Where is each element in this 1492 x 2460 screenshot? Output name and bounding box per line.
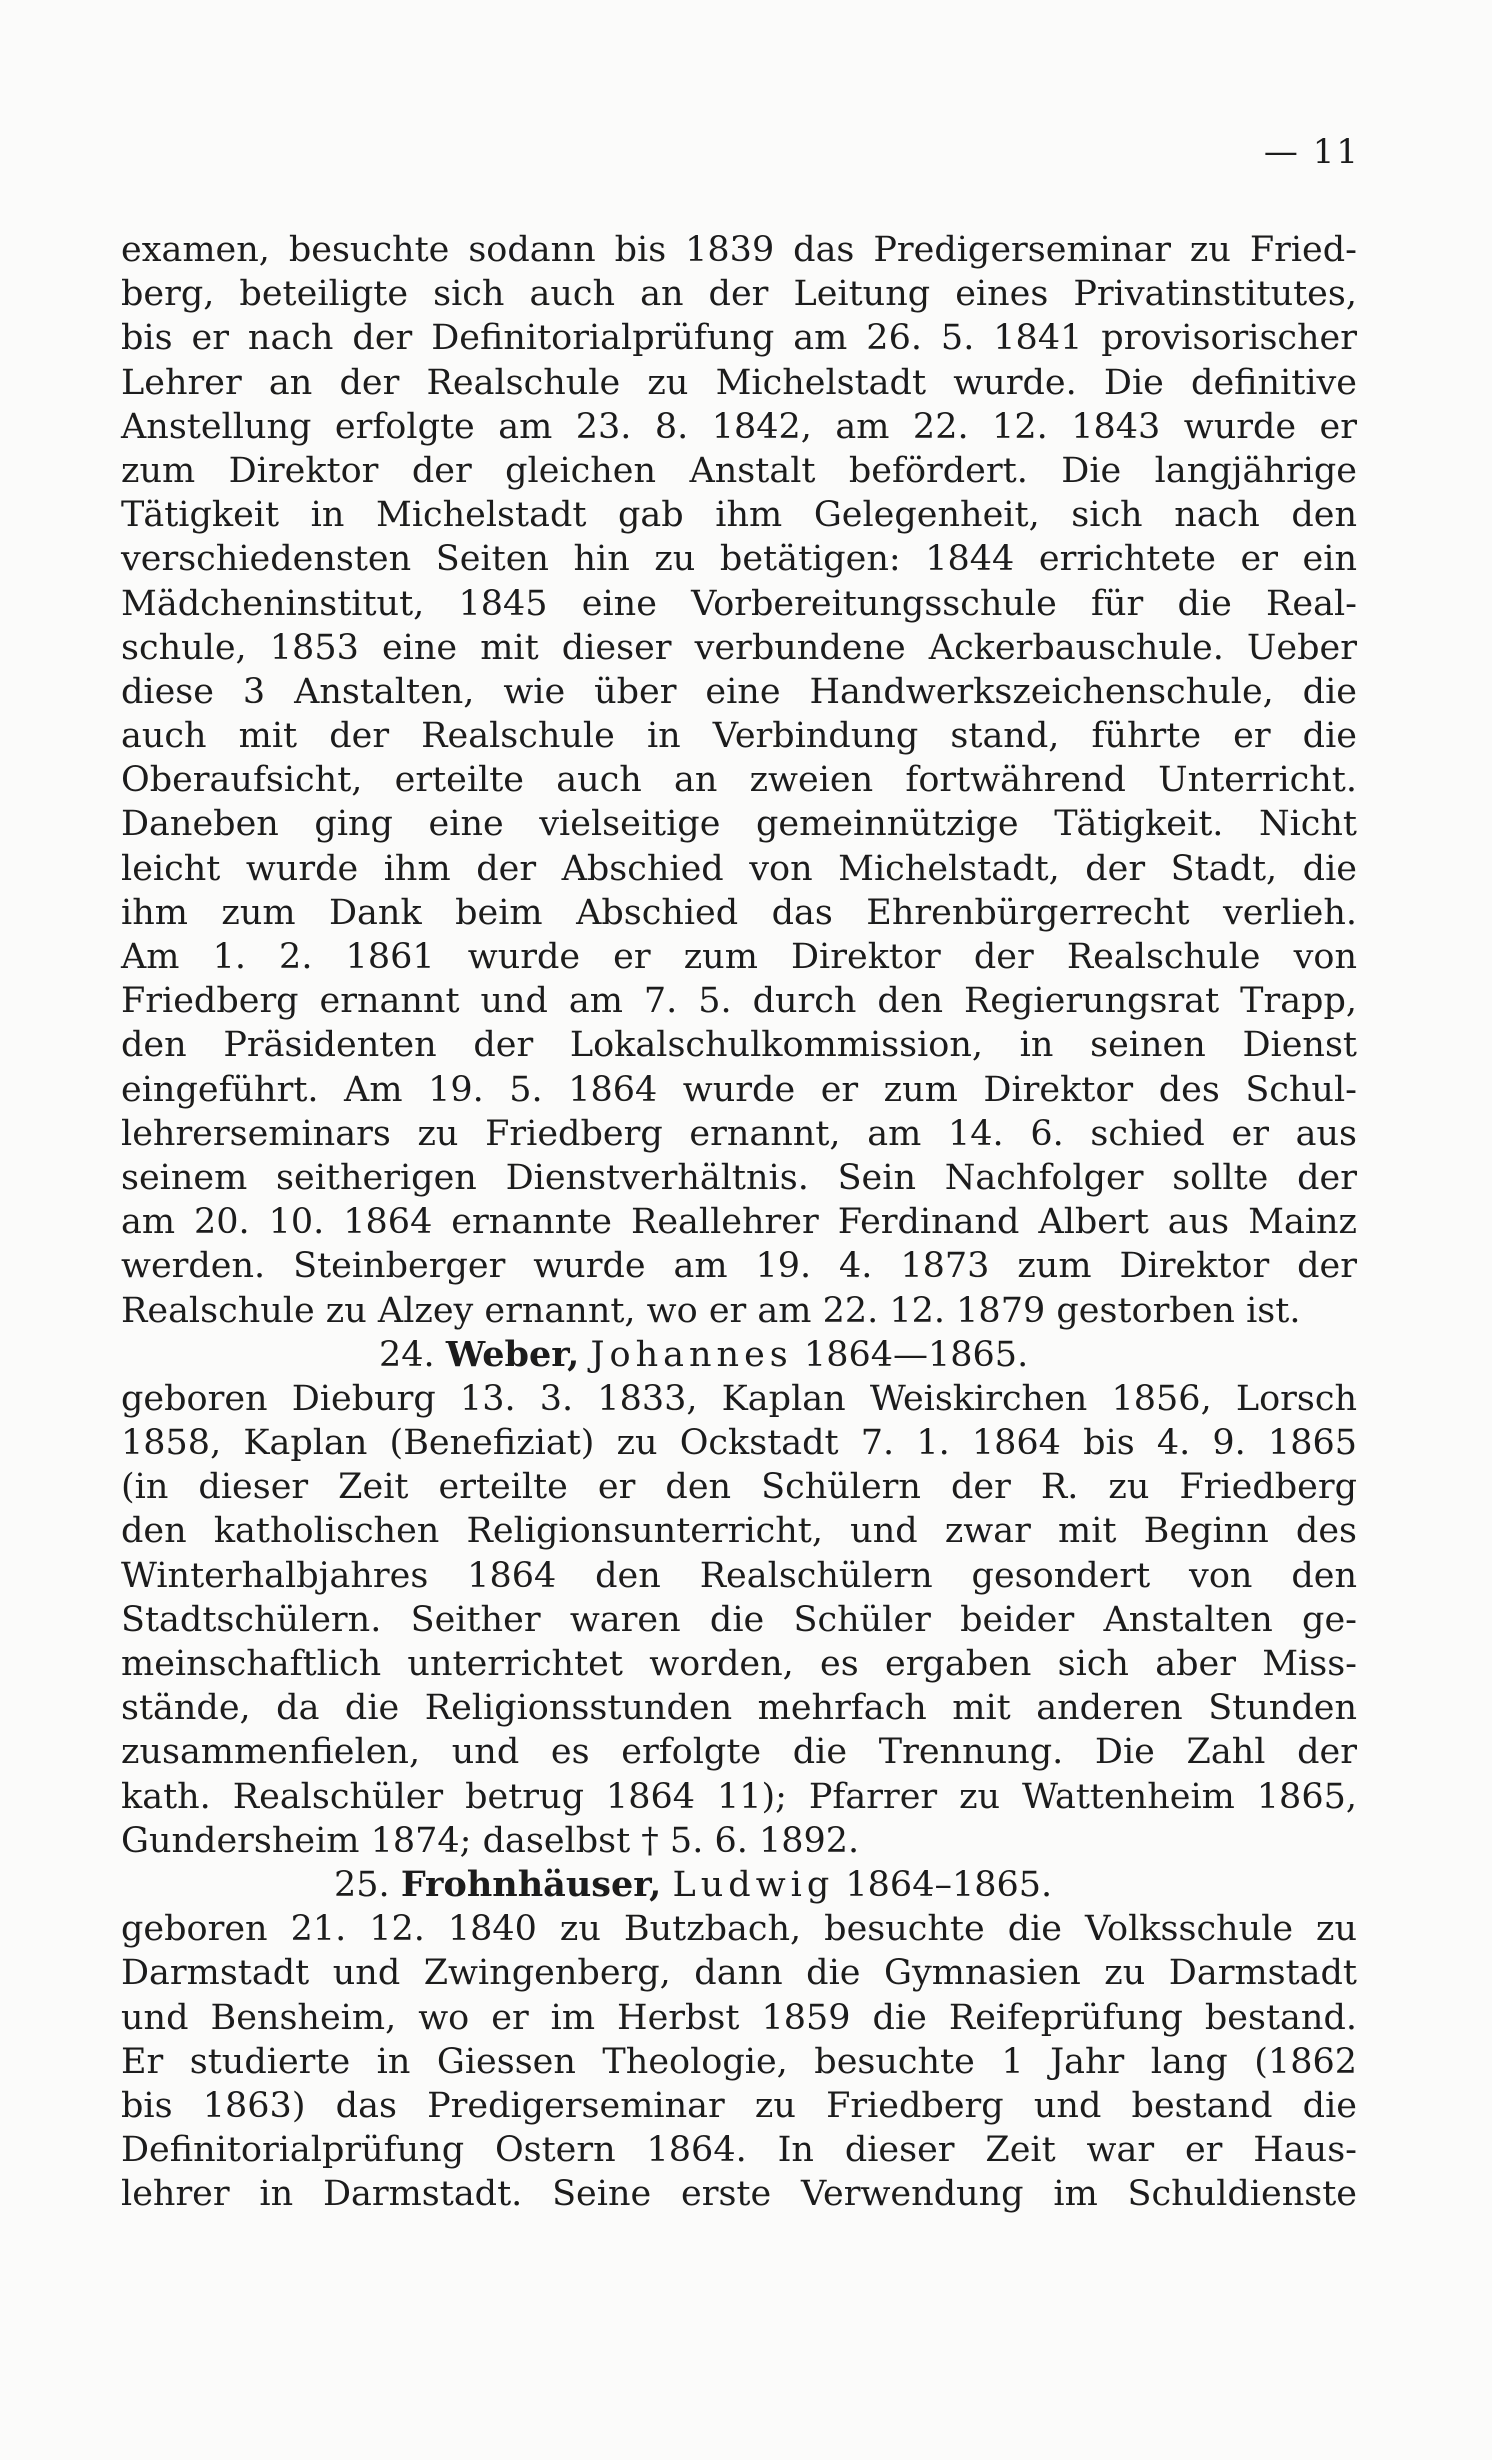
text-line: Oberaufsicht, erteilte auch an zweien fortwährend Unterricht. <box>121 760 1357 801</box>
text-line: bis er nach der Definitorialprüfung am 26. 5. 1841 provisorischer <box>121 318 1357 359</box>
text-line: (in dieser Zeit erteilte er den Schülern der R. zu Friedberg <box>121 1467 1357 1508</box>
entry-heading-25 <box>121 1863 1357 1907</box>
entry-given-name: Ludwig <box>672 1864 835 1905</box>
text-line: Definitorialprüfung Ostern 1864. In dieser Zeit war er Haus- <box>121 2130 1357 2171</box>
text-line: meinschaftlich unterrichtet worden, es ergaben sich aber Miss- <box>121 1644 1357 1684</box>
entry-number: 25. <box>334 1864 390 1905</box>
text-line: kath. Realschüler betrug 1864 11); Pfarrer zu Wattenheim 1865, <box>121 1776 1357 1817</box>
text-line: Friedberg ernannt und am 7. 5. durch den Regierungsrat Trapp, <box>121 981 1357 1022</box>
text-line: seinem seitherigen Dienstverhältnis. Sein Nachfolger sollte der <box>121 1157 1357 1198</box>
body-text <box>121 228 1357 2216</box>
text-line: Gundersheim 1874; daselbst † 5. 6. 1892. <box>121 1820 860 1861</box>
text-line: Realschule zu Alzey ernannt, wo er am 22. 12. 1879 gestorben ist. <box>121 1290 1301 1331</box>
entry-heading-24 <box>121 1333 1357 1377</box>
text-line: Am 1. 2. 1861 wurde er zum Direktor der Realschule von <box>121 937 1357 977</box>
text-line: den Präsidenten der Lokalschulkommission, in seinen Dienst <box>121 1025 1357 1066</box>
text-line: den katholischen Religionsunterricht, und zwar mit Beginn des <box>121 1511 1357 1552</box>
text-line: ihm zum Dank beim Abschied das Ehrenbürgerrecht verlieh. <box>121 892 1357 933</box>
entry-given-name: Johannes <box>590 1334 793 1375</box>
text-line: Winterhalbjahres 1864 den Realschülern gesondert von den <box>121 1555 1357 1596</box>
text-line: und Bensheim, wo er im Herbst 1859 die Reifeprüfung bestand. <box>121 1997 1357 2038</box>
text-line: geboren 21. 12. 1840 zu Butzbach, besuchte die Volksschule zu <box>121 1909 1357 1950</box>
text-line: diese 3 Anstalten, wie über eine Handwerkszeichenschule, die <box>121 671 1357 712</box>
text-line: am 20. 10. 1864 ernannte Reallehrer Ferdinand Albert aus Mainz <box>121 1202 1357 1243</box>
text-line: werden. Steinberger wurde am 19. 4. 1873 zum Direktor der <box>121 1246 1357 1287</box>
entry-number: 24. <box>379 1334 435 1375</box>
entry-surname: Weber, <box>445 1333 580 1375</box>
text-line: Lehrer an der Realschule zu Michelstadt wurde. Die definitive <box>121 362 1357 403</box>
text-line: Tätigkeit in Michelstadt gab ihm Gelegenheit, sich nach den <box>121 495 1357 536</box>
text-line: eingeführt. Am 19. 5. 1864 wurde er zum Direktor des Schul- <box>121 1069 1357 1110</box>
page-number: — 11 <box>1263 132 1360 172</box>
entry-surname: Frohnhäuser, <box>400 1863 662 1905</box>
text-line: Mädcheninstitut, 1845 eine Vorbereitungsschule für die Real- <box>121 583 1357 624</box>
text-line: auch mit der Realschule in Verbindung stand, führte er die <box>121 716 1357 757</box>
text-line: Darmstadt und Zwingenberg, dann die Gymnasien zu Darmstadt <box>121 1953 1357 1994</box>
text-line: zusammenfielen, und es erfolgte die Trennung. Die Zahl der <box>121 1732 1357 1773</box>
text-line: bis 1863) das Predigerseminar zu Friedberg und bestand die <box>121 2085 1357 2126</box>
text-line: berg, beteiligte sich auch an der Leitung eines Privatinstitutes, <box>121 274 1357 315</box>
paragraph-frohnhaeuser-biography <box>121 1907 1357 2216</box>
entry-years: 1864—1865. <box>803 1334 1029 1375</box>
text-line: geboren Dieburg 13. 3. 1833, Kaplan Weiskirchen 1856, Lorsch <box>121 1378 1357 1419</box>
text-line: stände, da die Religionsstunden mehrfach mit anderen Stunden <box>121 1688 1357 1729</box>
text-line: Anstellung erfolgte am 23. 8. 1842, am 22. 12. 1843 wurde er <box>121 406 1357 447</box>
text-line: verschiedensten Seiten hin zu betätigen: 1844 errichtete er ein <box>121 539 1357 580</box>
text-line: leicht wurde ihm der Abschied von Michelstadt, der Stadt, die <box>121 848 1357 889</box>
paragraph-weber-biography <box>121 1377 1357 1863</box>
text-line: Er studierte in Giessen Theologie, besuchte 1 Jahr lang (1862 <box>121 2041 1357 2082</box>
entry-years: 1864–1865. <box>845 1864 1053 1905</box>
text-line: schule, 1853 eine mit dieser verbundene Ackerbauschule. Ueber <box>121 627 1357 668</box>
text-line: Daneben ging eine vielseitige gemeinnützige Tätigkeit. Nicht <box>121 804 1357 845</box>
paragraph-steinberger-biography <box>121 228 1357 1333</box>
text-line: zum Direktor der gleichen Anstalt befördert. Die langjährige <box>121 450 1357 491</box>
text-line: lehrer in Darmstadt. Seine erste Verwendung im Schuldienste <box>121 2174 1357 2215</box>
text-line: Stadtschülern. Seither waren die Schüler beider Anstalten ge- <box>121 1599 1357 1640</box>
text-line: lehrerseminars zu Friedberg ernannt, am 14. 6. schied er aus <box>121 1113 1357 1154</box>
text-line: 1858, Kaplan (Benefiziat) zu Ockstadt 7. 1. 1864 bis 4. 9. 1865 <box>121 1423 1357 1464</box>
text-line: examen, besuchte sodann bis 1839 das Predigerseminar zu Fried- <box>121 230 1357 270</box>
